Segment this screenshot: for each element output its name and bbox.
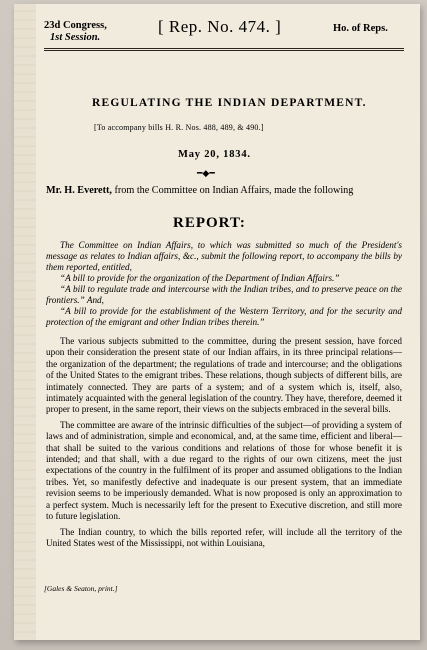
committee-member-name: Mr. H. Everett, [46, 185, 112, 196]
summary-paragraph: The Committee on Indian Affairs, to which was submitted so much of the President's message as relates to Indian affairs, &c., submit the following report, to accompany the bills by them reported, entitled, [46, 240, 402, 272]
bill-title-2: “A bill to regulate trade and intercourse with the Indian tribes, and to preserve peace on the frontiers.” And, [46, 284, 402, 305]
body-paragraph-1: The various subjects submitted to the committee, during the present session, have forced upon their consideration the present state of our Indian affairs, in its three principal relations—the organization of the department; the regulations of trade and intercourse; and the obligations of the United States to the emigrant tribes. These relations, though subjects of different bills, are intimately connected. They are parts of a system; and of a system which is, itself, also, intimately acquainted with the general legislation of the country. They have, therefore, deemed it proper to present, in the same report, their views on the subjects embraced in the several bills. [46, 336, 402, 415]
header-rule-secondary [44, 50, 404, 51]
report-heading: REPORT: [173, 215, 246, 231]
bill-title-3: “A bill to provide for the establishment of the Western Territory, and for the security and protection of the emigrant and other Indian tribes therein.” [46, 306, 402, 327]
header-rule [44, 48, 404, 49]
body-paragraph-2: The committee are aware of the intrinsic difficulties of the subject—of providing a system of laws and of administration, simple and economical, and, at the same time, efficient and liberal—that shall be suited to the various conditions and relations of those for whose benefit it is intended; and that shall, with a due regard to the rights of our own citizens, meet the just expectations of the country in the fulfilment of its proper and assumed obligations to the Indian tribes. Yet, so manifestly defective and inadequate is our present system, that an immediate revision seems to be imperiously demanded. What is now proposed is only an approximation to a perfect system. Much is necessarily left for the present to Executive discretion, and still more to future legislation. [46, 419, 402, 522]
document-title: REGULATING THE INDIAN DEPARTMENT. [92, 97, 367, 109]
body-paragraph-3: The Indian country, to which the bills reported refer, will include all the territory of the United States west of the Mississippi, not within Louisiana, [46, 526, 402, 548]
congress-header [44, 20, 107, 44]
bills-summary [46, 240, 402, 328]
report-date: May 20, 1834. [178, 149, 251, 160]
congress-label: 23d Congress, [44, 20, 107, 31]
house-label: Ho. of Reps. [333, 23, 388, 34]
printer-imprint: [Gales & Seaton, print.] [44, 584, 118, 593]
ornament-divider: ━◆━ [197, 168, 215, 178]
intro-text: from the Committee on Indian Affairs, made the following [111, 185, 354, 196]
bill-title-1: “A bill to provide for the organization of the Department of Indian Affairs.” [60, 273, 340, 283]
report-body [46, 336, 402, 553]
report-number: [ Rep. No. 474. ] [158, 17, 282, 36]
session-label: 1st Session. [50, 32, 101, 43]
page-binding-edge [14, 4, 36, 640]
intro-line [46, 185, 396, 197]
accompany-note: [To accompany bills H. R. Nos. 488, 489, & 490.] [94, 123, 264, 132]
